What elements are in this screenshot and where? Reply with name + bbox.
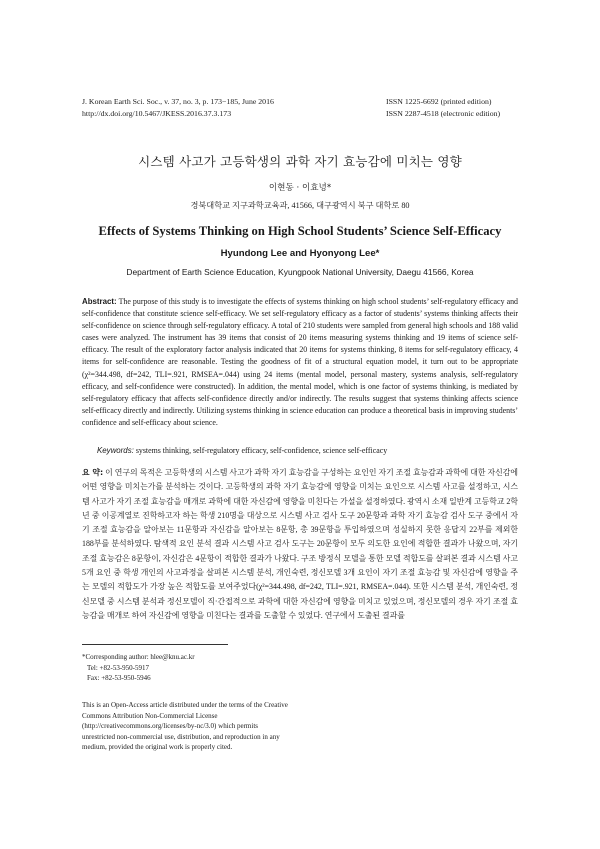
abstract-label: Abstract: [82,297,117,306]
corresponding-email[interactable]: *Corresponding author: hlee@knu.ac.kr [82,653,195,661]
journal-line: J. Korean Earth Sci. Soc., v. 37, no. 3, p. 173−185, June 2016 [82,97,274,106]
issn-block [386,96,500,120]
english-title: Effects of Systems Thinking on High School Students’ Science Self-Efficacy [98,224,502,238]
korean-affiliation: 경북대학교 지구과학교육과, 41566, 대구광역시 북구 대학로 80 [190,201,410,210]
english-authors: Hyundong Lee and Hyonyong Lee* [220,248,380,259]
keywords [97,446,518,455]
korean-summary-text: 이 연구의 목적은 고등학생의 시스템 사고가 과학 자기 효능감을 구성하는 요인인 자기 조절 효능감과 과학에 대한 자신감에 어떤 영향을 미치는가를 분석하는 것이다. 고등학생의 과학 자기 효능감에 영향을 미치는 요인으로 시스템 사고를 설정하고, 시스템 사고가 자기 조절 효능감을 매개로 과학에 대한 자신감에 영향을 미친다는 가설을 설정하였다. 광역시 소재 일반계 고등학교 2학년 중 이공계열로 진학하고자 하는 학생 210명을 대상으로 시스템 사고 검사 도구 20문항과 과학 자기 효능감 검사 도구 중에서 자기 조절 효능감을 알아보는 11문항과 자신감을 알아보는 8문항, 총 39문항을 투입하였으며 성실하지 못한 응답지 22부를 제외한 188부를 분석하였다. 탐색적 요인 분석 결과 시스템 사고 검사 도구는 20문항이 모두 의도한 요인에 적합한 결과가 나왔으며, 자기 조절 효능감은 8문항이, 자신감은 4문항이 적합한 결과가 나왔다. 구조 방정식 모델을 통한 모델 적합도를 살펴본 결과 시스템 사고 5개 요인 중 학생 개인의 사고과정을 살펴본 시스템 분석, 개인숙련, 정신모델 3개 요인이 자기 조절 효능감 및 자신감에 영향을 주는 모델의 적합도가 가장 높은 적합도를 보여주었다(χ²=344.498, df=242, TLI=.921, RMSEA=.044). 또한 시스템 분석, 개인숙련, 정신모델 중 시스템 분석과 정신모델이 직·간접적으로 과학에 대한 자신감에 영향을 미치고 있었으며, 정신모델의 경우 자기 조절 효능감을 매개로 하여 자신감에 영향을 미친다는 결과를 도출할 수 있었다. 연구에서 도출된 결과를 [82,468,519,620]
abstract [82,296,518,429]
korean-summary [82,466,518,623]
keywords-text: systems thinking, self-regulatory efficacy, self-confidence, science self-efficacy [133,446,388,455]
doi-line[interactable]: http://dx.doi.org/10.5467/JKESS.2016.37.3.173 [82,109,232,118]
english-affiliation: Department of Earth Science Education, Kyungpook National University, Daegu 41566, Korea [126,267,474,277]
korean-summary-label: 요 약: [82,468,104,477]
issn-electronic: ISSN 2287-4518 (electronic edition) [386,109,501,118]
license-note: This is an Open-Access article distributed under the terms of the Creative Commons Attribution Non-Commercial License (http://creativecommons.org/licenses/by-nc/3.0) which permits unrestricted non-commercial use, distribution, and reproduction in any medium, provided the original work is properly cited. [82,701,288,752]
fax-number: Fax: +82-53-950-5946 [87,674,151,683]
abstract-text: The purpose of this study is to investigate the effects of systems thinking on high school students’ self-regulatory efficacy and self-confidence that constitute science self-efficacy. We set self-regulatory efficacy as a factor of students’ systems thinking affects their self-confidence on science through self-regulatory efficacy. A total of 210 students were sampled from general high schools and 188 valid cases were analyzed. The instrument has 39 items that consist of 20 items measuring systems thinking and 19 items of science self-efficacy. The result of the exploratory factor analysis indicated that 20 items for systems thinking, 8 items for self-regulatory efficacy, 4 items for self-confidence are reasonable. Testing the goodness of fit of a structural equation model, it turn out to be appropriate (χ²=344.498, df=242, TLI=.921, RMSEA=.044) using 24 items (mental model, personal mastery, systems analysis, self-regulatory efficacy, and self-confidence were constructed). In addition, the mental model, which is one factor of systems thinking, is mediated by self-regulatory efficacy that affects self-confidence directly and/or indirectly. The results suggest that systems thinking affects science self-efficacy directly and indirectly. Utilizing systems thinking in science education can produce a theoretical basis in improving students’ confidence and self-efficacy about science. [82,297,518,427]
journal-citation [82,96,274,120]
footnote-divider [82,644,228,645]
korean-title: 시스템 사고가 고등학생의 과학 자기 효능감에 미치는 영향 [138,154,462,169]
korean-authors: 이현동 · 이효녕* [268,183,332,193]
keywords-label: Keywords: [97,446,134,455]
phone-number: Tel: +82-53-950-5917 [87,663,149,672]
corresponding-author-footnote [82,652,195,684]
issn-print: ISSN 1225-6692 (printed edition) [386,97,492,106]
